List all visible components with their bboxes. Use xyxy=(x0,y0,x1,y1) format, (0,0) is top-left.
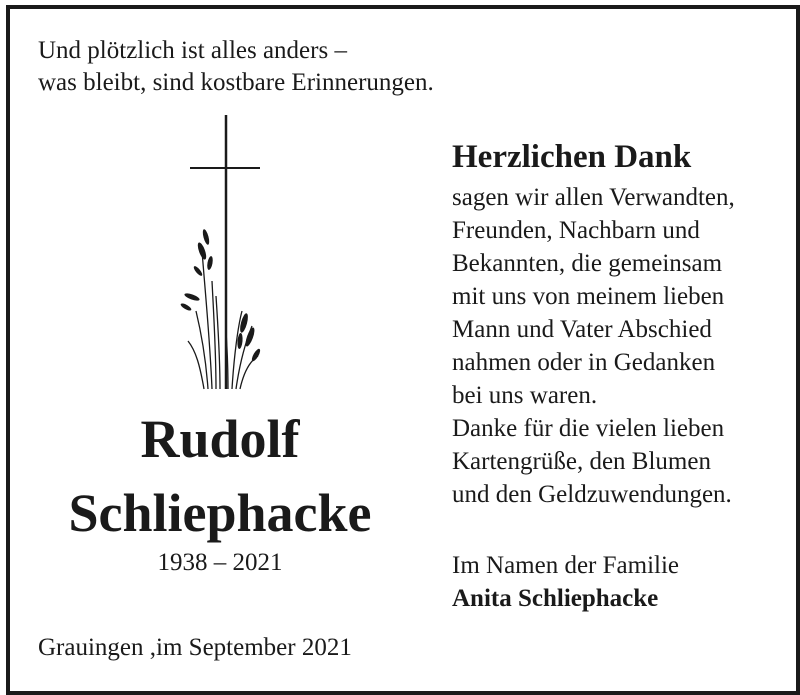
deceased-first-name: Rudolf xyxy=(140,409,300,469)
thanks-line: Freunden, Nachbarn und xyxy=(452,217,700,244)
signoff xyxy=(452,549,679,615)
thanks-line: Bekannten, die gemeinsam xyxy=(452,250,723,277)
thanks-line: und den Geldzuwendungen. xyxy=(452,481,732,508)
signer-name: Anita Schliephacke xyxy=(452,585,659,612)
thanks-line: nahmen oder in Gedanken xyxy=(452,349,716,376)
cross-with-wheat-icon xyxy=(170,111,280,393)
signoff-line: Im Namen der Familie xyxy=(452,552,680,579)
thanks-body xyxy=(452,181,735,511)
thanks-title: Herzlichen Dank xyxy=(452,139,692,175)
thanks-line: bei uns waren. xyxy=(452,382,598,409)
motto-line-1: Und plötzlich ist alles anders – xyxy=(38,37,347,64)
place-date: Grauingen ,im September 2021 xyxy=(38,634,352,661)
motto-line-2: was bleibt, sind kostbare Erinnerungen. xyxy=(38,69,434,96)
thanks-line: mit uns von meinem lieben xyxy=(452,283,725,310)
deceased-last-name: Schliephacke xyxy=(68,483,372,543)
life-years: 1938 – 2021 xyxy=(157,549,283,576)
thanks-line: sagen wir allen Verwandten, xyxy=(452,184,735,211)
thanks-line: Danke für die vielen lieben xyxy=(452,415,725,442)
obituary-notice xyxy=(6,5,800,695)
motto xyxy=(38,35,434,99)
thanks-line: Mann und Vater Abschied xyxy=(452,316,712,343)
thanks-line: Kartengrüße, den Blumen xyxy=(452,448,711,475)
